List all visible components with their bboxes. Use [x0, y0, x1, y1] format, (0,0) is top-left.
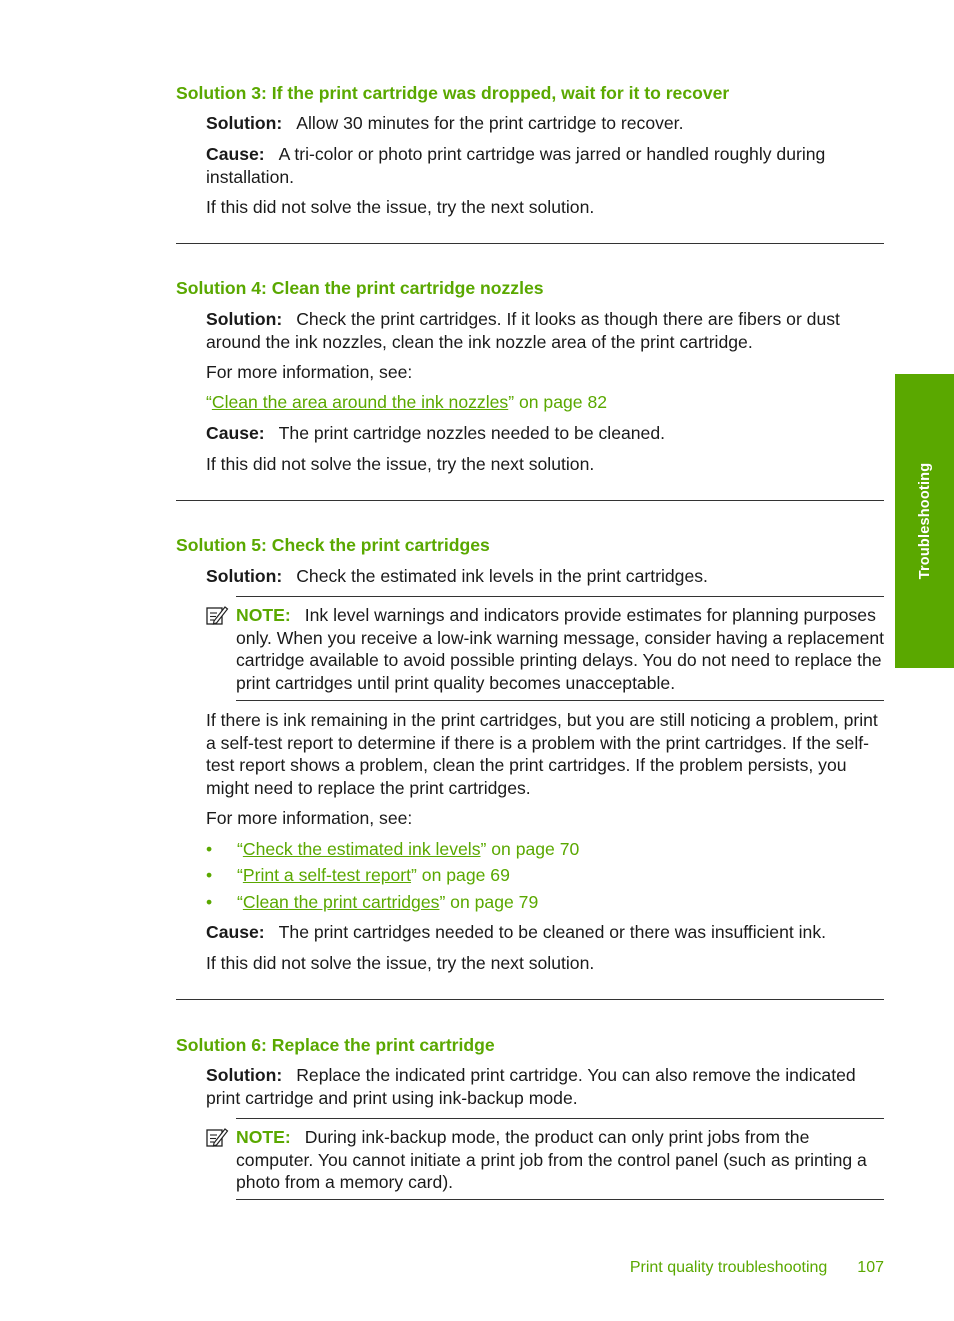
solution-4-heading: Solution 4: Clean the print cartridge nozzles [176, 278, 544, 298]
note-ink-level [236, 604, 886, 694]
cause-label: Cause: [206, 423, 265, 443]
solution-4-link-line [206, 391, 886, 414]
note-icon [205, 604, 229, 626]
side-tab-label: Troubleshooting [916, 462, 933, 580]
solution-4-next: If this did not solve the issue, try the next solution. [206, 454, 595, 474]
note-label: NOTE: [236, 1127, 291, 1147]
side-tab [895, 374, 954, 668]
note-ink-backup [236, 1126, 886, 1194]
section-divider [176, 999, 884, 1000]
solution-3-cause [206, 143, 886, 188]
solution-4-cause [206, 422, 886, 445]
bullet-marker: • [206, 892, 213, 912]
solution-3-solution [206, 112, 886, 135]
link-clean-print-cartridges[interactable]: Clean the print cartridges [242, 892, 440, 912]
note-top-rule [236, 1118, 884, 1119]
note-bottom-rule [236, 700, 884, 701]
note-top-rule [236, 596, 884, 597]
solution-5-cause [206, 921, 886, 944]
quote-open: “ [237, 839, 243, 859]
link-print-self-test-report[interactable]: Print a self-test report [242, 865, 412, 885]
cause-text: The print cartridges needed to be cleaned or there was insufficient ink. [278, 922, 827, 942]
page-footer [600, 1257, 884, 1280]
note-icon [205, 1126, 229, 1148]
solution-5-heading: Solution 5: Check the print cartridges [176, 535, 490, 555]
solution-3-heading: Solution 3: If the print cartridge was dropped, wait for it to recover [176, 83, 730, 103]
link-page-ref: ” on page 70 [480, 839, 580, 859]
solution-text: Replace the indicated print cartridge. You can also remove the indicated print cartridge and print using ink-backup mode. [206, 1065, 856, 1108]
link-page-ref: ” on page 69 [411, 865, 510, 885]
solution-label: Solution: [206, 309, 283, 329]
list-item [237, 864, 510, 887]
link-check-ink-levels[interactable]: Check the estimated ink levels [242, 839, 481, 859]
note-text: Ink level warnings and indicators provide estimates for planning purposes only. When you receive a low-ink warning message, consider having a replacement cartridge available to avoid possible printing delays. You do not need to replace the print cartridges until print quality becomes unacceptable. [236, 605, 885, 693]
solution-text: Check the print cartridges. If it looks as though there are fibers or dust around the ink nozzles, clean the ink nozzle area of the print cartridge. [206, 309, 840, 352]
footer-section-title: Print quality troubleshooting [629, 1259, 828, 1276]
solution-4-solution [206, 308, 886, 353]
quote-open: “ [206, 392, 212, 412]
list-item [237, 891, 538, 914]
quote-open: “ [237, 892, 243, 912]
note-label: NOTE: [236, 605, 291, 625]
link-page-ref: ” on page 82 [508, 392, 608, 412]
note-bottom-rule [236, 1199, 884, 1200]
note-text: During ink-backup mode, the product can only print jobs from the computer. You cannot initiate a print job from the control panel (such as printing a photo from a memory card). [236, 1127, 867, 1192]
solution-label: Solution: [206, 1065, 283, 1085]
solution-4-more-info: For more information, see: [206, 362, 413, 382]
list-item [237, 838, 579, 861]
solution-text: Check the estimated ink levels in the print cartridges. [296, 566, 708, 586]
link-page-ref: ” on page 79 [439, 892, 539, 912]
cause-text: A tri-color or photo print cartridge was jarred or handled roughly during installation. [206, 144, 826, 187]
page-number: 107 [857, 1259, 884, 1276]
solution-label: Solution: [206, 113, 283, 133]
quote-open: “ [237, 865, 243, 885]
solution-text: Allow 30 minutes for the print cartridge to recover. [296, 113, 684, 133]
solution-3-next: If this did not solve the issue, try the next solution. [206, 197, 595, 217]
solution-5-solution [206, 565, 886, 588]
cause-label: Cause: [206, 922, 265, 942]
cause-label: Cause: [206, 144, 265, 164]
bullet-marker: • [206, 839, 213, 859]
link-clean-ink-nozzles[interactable]: Clean the area around the ink nozzles [211, 392, 509, 412]
cause-text: The print cartridge nozzles needed to be cleaned. [278, 423, 666, 443]
solution-6-solution [206, 1064, 886, 1109]
section-divider [176, 243, 884, 244]
section-divider [176, 500, 884, 501]
bullet-marker: • [206, 865, 213, 885]
solution-label: Solution: [206, 566, 283, 586]
solution-5-next: If this did not solve the issue, try the next solution. [206, 953, 595, 973]
solution-5-paragraph: If there is ink remaining in the print cartridges, but you are still noticing a problem, print a self-test report to determine if there is a problem with the print cartridges. If the self-test report shows a problem, clean the print cartridges. If the problem persists, you might need to replace the print cartridges. [206, 710, 878, 798]
solution-5-more-info: For more information, see: [206, 808, 413, 828]
solution-6-heading: Solution 6: Replace the print cartridge [176, 1035, 495, 1055]
